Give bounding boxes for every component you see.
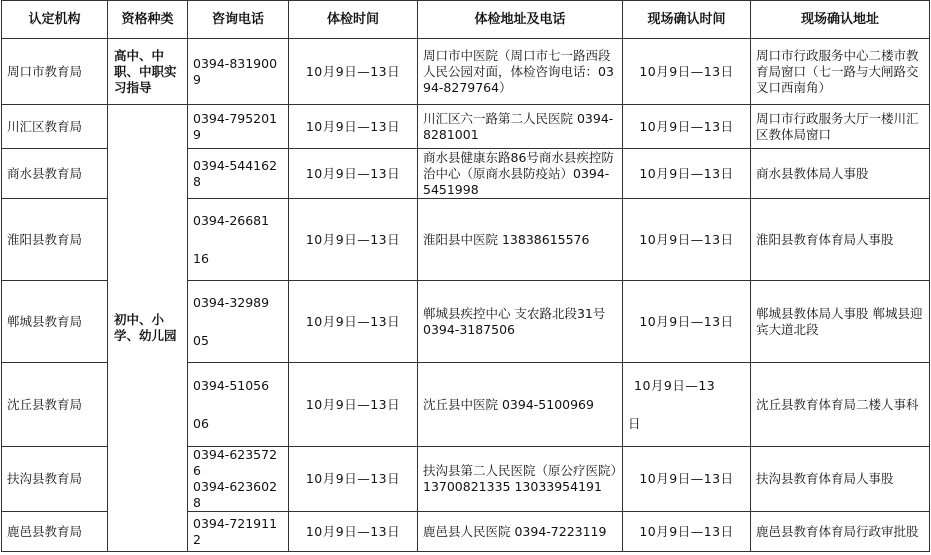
exam-time-cell: 10月9日—13日: [289, 39, 418, 105]
confirm-address-cell: 周口市行政服务大厅一楼川汇区教体局窗口: [751, 105, 930, 149]
agency-cell: 沈丘县教育局: [2, 363, 108, 447]
phone-cell: [188, 199, 289, 281]
header-confirm-time: 现场确认时间: [623, 1, 751, 39]
exam-time-cell: 10月9日—13日: [289, 105, 418, 149]
confirm-time-cell: 10月9日—13日: [623, 447, 751, 512]
phone-line-1: 0394-32989: [193, 294, 270, 310]
phone-line-1: 0394-26681: [193, 212, 270, 228]
confirm-address-cell: 郸城县教体局人事股 郸城县迎宾大道北段: [751, 281, 930, 363]
header-qualification: 资格种类: [108, 1, 188, 39]
header-agency: 认定机构: [2, 1, 108, 39]
confirm-address-cell: 鹿邑县教育体育局行政审批股: [751, 512, 930, 552]
confirm-time-cell: 10月9日—13日: [623, 149, 751, 199]
exam-address-cell: 沈丘县中医院 0394-5100969: [418, 363, 623, 447]
agency-cell: 周口市教育局: [2, 39, 108, 105]
phone-line-2: 06: [193, 415, 209, 431]
qualification-cell: 高中、中职、中职实习指导: [108, 39, 188, 105]
phone-cell: [188, 281, 289, 363]
phone-line-1: 0394-6235726: [193, 447, 278, 478]
exam-time-cell: 10月9日—13日: [289, 363, 418, 447]
exam-time-cell: 10月9日—13日: [289, 512, 418, 552]
header-exam-address: 体检地址及电话: [418, 1, 623, 39]
confirm-time-line-2: 日: [628, 415, 641, 431]
agency-cell: 商水县教育局: [2, 149, 108, 199]
phone-cell: 0394-7952019: [188, 105, 289, 149]
phone-cell: [188, 363, 289, 447]
phone-cell: [188, 447, 289, 512]
exam-time-cell: 10月9日—13日: [289, 149, 418, 199]
confirm-time-line-1: 10月9日—13: [634, 377, 716, 393]
confirm-address-cell: 沈丘县教育体育局二楼人事科: [751, 363, 930, 447]
confirm-address-cell: 周口市行政服务中心二楼市教育局窗口（七一路与大闸路交叉口西南角）: [751, 39, 930, 105]
agency-cell: 淮阳县教育局: [2, 199, 108, 281]
exam-address-cell: 扶沟县第二人民医院（原公疗医院）13700821335 13033954191: [418, 447, 623, 512]
exam-address-cell: 川汇区六一路第二人民医院 0394-8281001: [418, 105, 623, 149]
exam-address-cell: 鹿邑县人民医院 0394-7223119: [418, 512, 623, 552]
phone-cell: 0394-8319009: [188, 39, 289, 105]
confirm-time-cell: 10月9日—13日: [623, 39, 751, 105]
header-exam-time: 体检时间: [289, 1, 418, 39]
header-phone: 咨询电话: [188, 1, 289, 39]
exam-address-cell: 周口市中医院（周口市七一路西段人民公园对面，体检咨询电话：0394-8279764）: [418, 39, 623, 105]
phone-line-2: 05: [193, 332, 209, 348]
confirm-time-cell: 10月9日—13日: [623, 281, 751, 363]
confirm-time-cell: 10月9日—13日: [623, 512, 751, 552]
confirm-address-cell: 扶沟县教育体育局人事股: [751, 447, 930, 512]
phone-cell: 0394-7219112: [188, 512, 289, 552]
phone-cell: 0394-5441628: [188, 149, 289, 199]
confirm-time-cell: 10月9日—13日: [623, 105, 751, 149]
exam-address-cell: 郸城县疾控中心 支农路北段31号 0394-3187506: [418, 281, 623, 363]
certification-table: [1, 0, 930, 552]
exam-time-cell: 10月9日—13日: [289, 281, 418, 363]
agency-cell: 郸城县教育局: [2, 281, 108, 363]
agency-cell: 川汇区教育局: [2, 105, 108, 149]
header-confirm-address: 现场确认地址: [751, 1, 930, 39]
table-row: [2, 39, 930, 105]
confirm-time-cell: 10月9日—13日: [623, 199, 751, 281]
exam-address-cell: 淮阳县中医院 13838615576: [418, 199, 623, 281]
exam-time-cell: 10月9日—13日: [289, 447, 418, 512]
phone-line-2: 0394-6236028: [193, 479, 278, 510]
agency-cell: 扶沟县教育局: [2, 447, 108, 512]
header-row: [2, 1, 930, 39]
confirm-address-cell: 商水县教体局人事股: [751, 149, 930, 199]
exam-time-cell: 10月9日—13日: [289, 199, 418, 281]
table-row: [2, 105, 930, 149]
confirm-address-cell: 淮阳县教育体育局人事股: [751, 199, 930, 281]
phone-line-1: 0394-51056: [193, 377, 270, 393]
qualification-cell: 初中、小学、幼儿园: [108, 105, 188, 552]
phone-line-2: 16: [193, 250, 209, 266]
confirm-time-cell: [623, 363, 751, 447]
agency-cell: 鹿邑县教育局: [2, 512, 108, 552]
exam-address-cell: 商水县健康东路86号商水县疾控防治中心（原商水县防疫站）0394-5451998: [418, 149, 623, 199]
